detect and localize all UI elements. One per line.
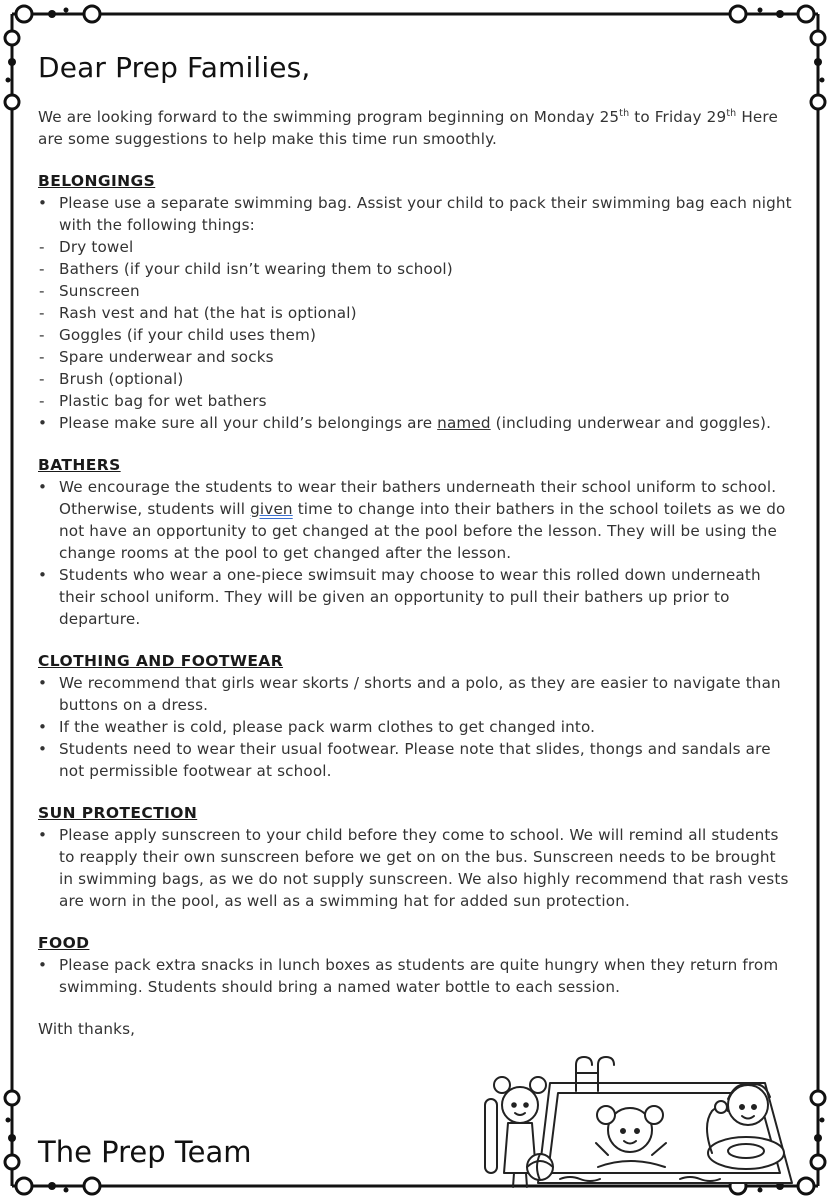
section-heading: SUN PROTECTION: [38, 804, 198, 822]
intro-text: to Friday 29: [629, 108, 727, 126]
packing-item: - Brush (optional): [38, 368, 794, 390]
sun-list: [38, 824, 794, 912]
packing-item: - Rash vest and hat (the hat is optional): [38, 302, 794, 324]
packing-item: - Dry towel: [38, 236, 794, 258]
list-item: • Please make sure all your child’s belongings are named (including underwear and goggles).: [38, 412, 794, 434]
underlined-word: named: [437, 414, 491, 432]
list-item: • If the weather is cold, please pack warm clothes to get changed into.: [38, 716, 794, 738]
section-food: [38, 932, 794, 998]
intro-text: Here are some suggestions to help make this time run smoothly.: [38, 108, 778, 148]
list-item: • Please use a separate swimming bag. Assist your child to pack their swimming bag each night with the following things:: [38, 192, 794, 236]
packing-item: - Spare underwear and socks: [38, 346, 794, 368]
section-belongings: [38, 170, 794, 434]
food-list: [38, 954, 794, 998]
ordinal-suffix: th: [726, 107, 737, 119]
packing-item: - Plastic bag for wet bathers: [38, 390, 794, 412]
clothing-list: [38, 672, 794, 782]
list-item: • Students need to wear their usual footwear. Please note that slides, thongs and sandals are not permissible footwear at school.: [38, 738, 794, 782]
section-heading: FOOD: [38, 934, 90, 952]
bathers-list: [38, 476, 794, 630]
spellcheck-flagged-word: given: [250, 500, 293, 518]
packing-item: - Sunscreen: [38, 280, 794, 302]
packing-item: - Goggles (if your child uses them): [38, 324, 794, 346]
list-item: • Please pack extra snacks in lunch boxes as students are quite hungry when they return from swimming. Students should bring a named water bottle to each session.: [38, 954, 794, 998]
ordinal-suffix: th: [619, 107, 630, 119]
list-item: • Please apply sunscreen to your child before they come to school. We will remind all students to reapply their own sunscreen before we get on on the bus. Sunscreen needs to be brought in swimming bags, as we do not supply sunscreen. We also highly recommend that rash vests are worn in the pool, as well as a swimming hat for added sun protection.: [38, 824, 794, 912]
packing-item: - Bathers (if your child isn’t wearing them to school): [38, 258, 794, 280]
section-sun-protection: [38, 802, 794, 912]
swimming-pool-illustration-icon: [480, 1055, 800, 1190]
signature: The Prep Team: [38, 1135, 252, 1169]
section-bathers: [38, 454, 794, 630]
belongings-list: [38, 192, 794, 434]
closing-line: With thanks,: [38, 1020, 136, 1038]
section-heading: BELONGINGS: [38, 172, 156, 190]
list-item: • Students who wear a one-piece swimsuit may choose to wear this rolled down underneath their school uniform. They will be given an opportunity to pull their bathers up prior to departure.: [38, 564, 794, 630]
letter-body: [38, 50, 794, 1040]
list-item: • We encourage the students to wear their bathers underneath their school uniform to school. Otherwise, students will given time to change into their bathers in the school toilets as we do not have an opportunity to get changed at the pool before the lesson. They will be using the change rooms at the pool to get changed after the lesson.: [38, 476, 794, 564]
intro-text: We are looking forward to the swimming program beginning on Monday 25: [38, 108, 620, 126]
intro-paragraph: [38, 106, 794, 150]
list-item: • We recommend that girls wear skorts / shorts and a polo, as they are easier to navigate than buttons on a dress.: [38, 672, 794, 716]
section-clothing: [38, 650, 794, 782]
greeting: Dear Prep Families,: [38, 51, 311, 84]
section-heading: CLOTHING AND FOOTWEAR: [38, 652, 284, 670]
section-heading: BATHERS: [38, 456, 121, 474]
